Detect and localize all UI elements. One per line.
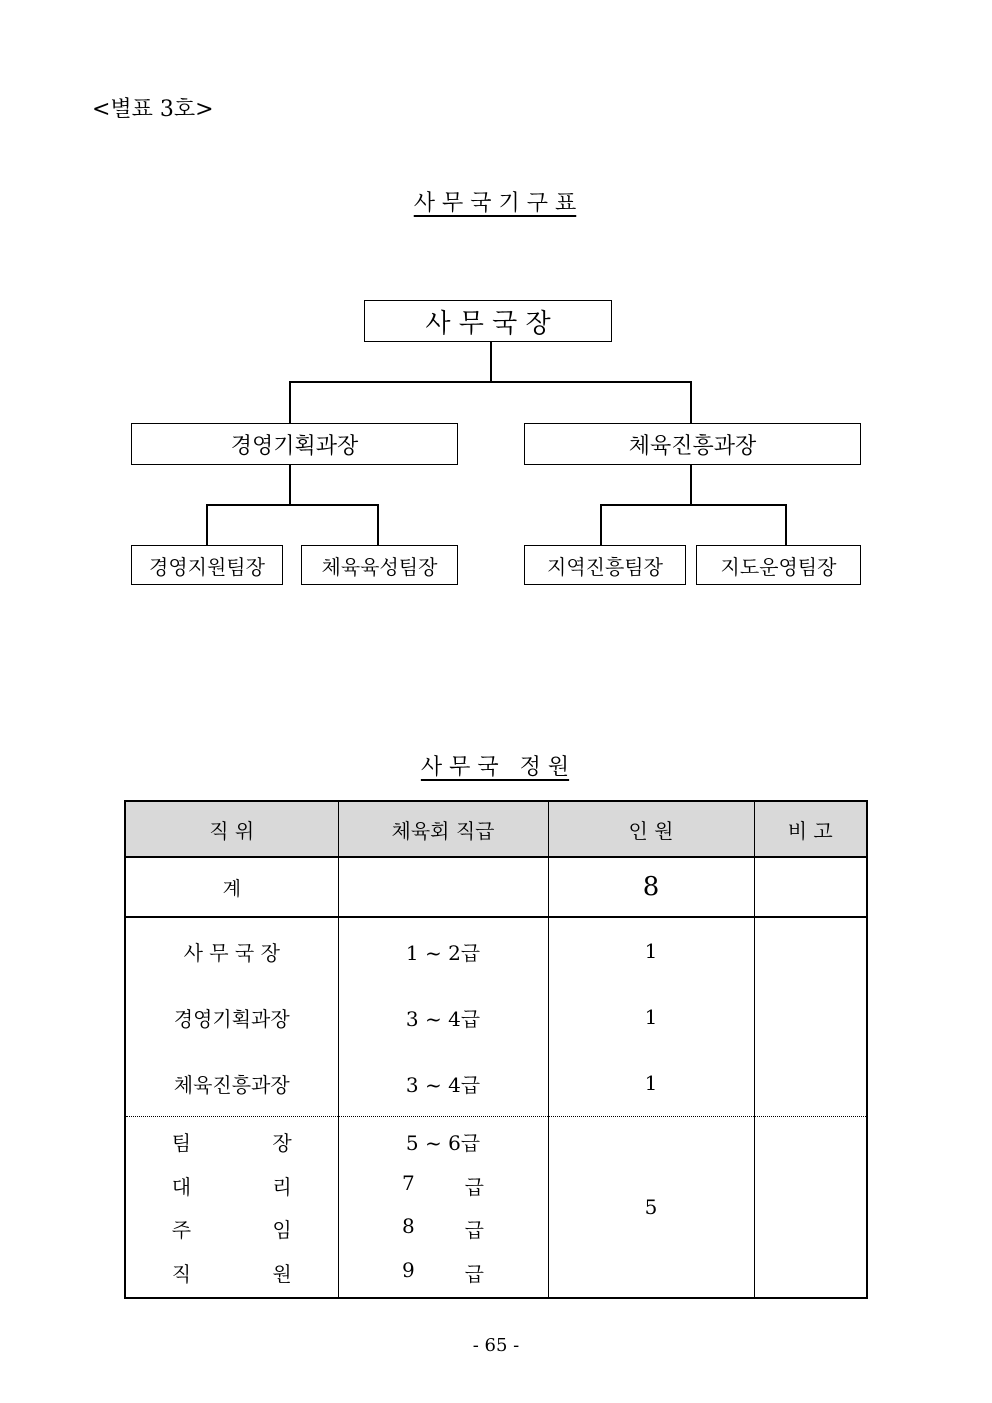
connector-left-down bbox=[289, 465, 291, 505]
grade-line bbox=[402, 1127, 484, 1156]
grade-cell: 3 ~ 4급 bbox=[338, 984, 548, 1050]
org-box-promotion-division: 체육진흥과장 bbox=[524, 423, 861, 465]
position-line bbox=[172, 1171, 292, 1200]
org-chart-title: 사 무 국 기 구 표 bbox=[413, 191, 577, 216]
total-grade-cell bbox=[338, 857, 548, 917]
staff-grades-cell bbox=[338, 1117, 548, 1299]
header-remarks: 비 고 bbox=[754, 801, 867, 857]
position-char: 직 bbox=[171, 1261, 192, 1286]
position-char: 원 bbox=[272, 1261, 292, 1286]
staffing-title: 사 무 국 정 원 bbox=[420, 755, 570, 780]
table-row bbox=[125, 984, 867, 1050]
remarks-cell bbox=[754, 917, 867, 984]
position-char: 리 bbox=[272, 1174, 292, 1199]
connector-right-horizontal bbox=[600, 504, 786, 506]
connector-left-drop bbox=[289, 381, 291, 424]
connector-left-team1-drop bbox=[206, 504, 208, 545]
count-cell: 1 bbox=[548, 1050, 754, 1117]
connector-left-horizontal bbox=[206, 504, 378, 506]
position-char: 임 bbox=[272, 1218, 292, 1243]
table-row bbox=[125, 1050, 867, 1117]
table-row-staff bbox=[125, 1117, 867, 1299]
count-cell: 1 bbox=[548, 917, 754, 984]
staff-remarks-cell bbox=[754, 1117, 867, 1299]
org-box-team-support: 경영지원팀장 bbox=[131, 545, 283, 585]
staffing-table bbox=[124, 800, 868, 1299]
table-row-total bbox=[125, 857, 867, 917]
grade-line bbox=[402, 1258, 484, 1287]
remarks-cell bbox=[754, 1050, 867, 1117]
total-count: 8 bbox=[548, 857, 754, 917]
grade-number: 7 bbox=[402, 1170, 415, 1195]
org-box-team-regional: 지역진흥팀장 bbox=[524, 545, 686, 585]
connector-right-team2-drop bbox=[785, 504, 787, 545]
header-count: 인 원 bbox=[548, 801, 754, 857]
staff-positions-cell bbox=[125, 1117, 338, 1299]
header-grade: 체육회 직급 bbox=[338, 801, 548, 857]
grade-unit: 급 bbox=[464, 1174, 484, 1199]
position-char: 대 bbox=[171, 1174, 192, 1199]
table-row bbox=[125, 917, 867, 984]
position-cell: 체육진흥과장 bbox=[125, 1050, 338, 1117]
position-char: 장 bbox=[272, 1131, 292, 1155]
count-cell: 1 bbox=[548, 984, 754, 1050]
position-char: 주 bbox=[171, 1218, 192, 1243]
connector-right-down bbox=[690, 465, 692, 505]
position-cell: 사 무 국 장 bbox=[125, 917, 338, 984]
grade-number: 8 bbox=[402, 1214, 415, 1239]
total-remarks-cell bbox=[754, 857, 867, 917]
grade-cell: 1 ~ 2급 bbox=[338, 917, 548, 984]
annex-label: <별표 3호> bbox=[92, 97, 214, 122]
remarks-cell bbox=[754, 984, 867, 1050]
grade-text: 5 ~ 6급 bbox=[405, 1131, 481, 1155]
grade-line bbox=[402, 1171, 484, 1200]
position-cell: 경영기획과장 bbox=[125, 984, 338, 1050]
connector-right-team1-drop bbox=[600, 504, 602, 545]
position-line bbox=[172, 1127, 292, 1156]
grade-unit: 급 bbox=[464, 1218, 484, 1243]
connector-top-vertical bbox=[490, 342, 492, 382]
connector-top-horizontal bbox=[289, 381, 691, 383]
grade-cell: 3 ~ 4급 bbox=[338, 1050, 548, 1117]
org-box-secretary-general: 사 무 국 장 bbox=[364, 300, 612, 342]
position-line bbox=[172, 1258, 292, 1287]
connector-right-drop bbox=[690, 381, 692, 424]
connector-left-team2-drop bbox=[377, 504, 379, 545]
table-header-row bbox=[125, 801, 867, 857]
grade-line bbox=[402, 1214, 484, 1243]
org-box-team-development: 체육육성팀장 bbox=[301, 545, 458, 585]
page-number: - 65 - bbox=[472, 1335, 520, 1356]
grade-unit: 급 bbox=[464, 1261, 484, 1286]
staff-count: 5 bbox=[548, 1117, 754, 1299]
position-line bbox=[172, 1214, 292, 1243]
grade-number: 9 bbox=[402, 1257, 415, 1282]
header-position: 직 위 bbox=[125, 801, 338, 857]
total-label: 계 bbox=[125, 857, 338, 917]
org-box-planning-division: 경영기획과장 bbox=[131, 423, 458, 465]
position-char: 팀 bbox=[171, 1131, 192, 1155]
org-box-team-guidance: 지도운영팀장 bbox=[696, 545, 861, 585]
